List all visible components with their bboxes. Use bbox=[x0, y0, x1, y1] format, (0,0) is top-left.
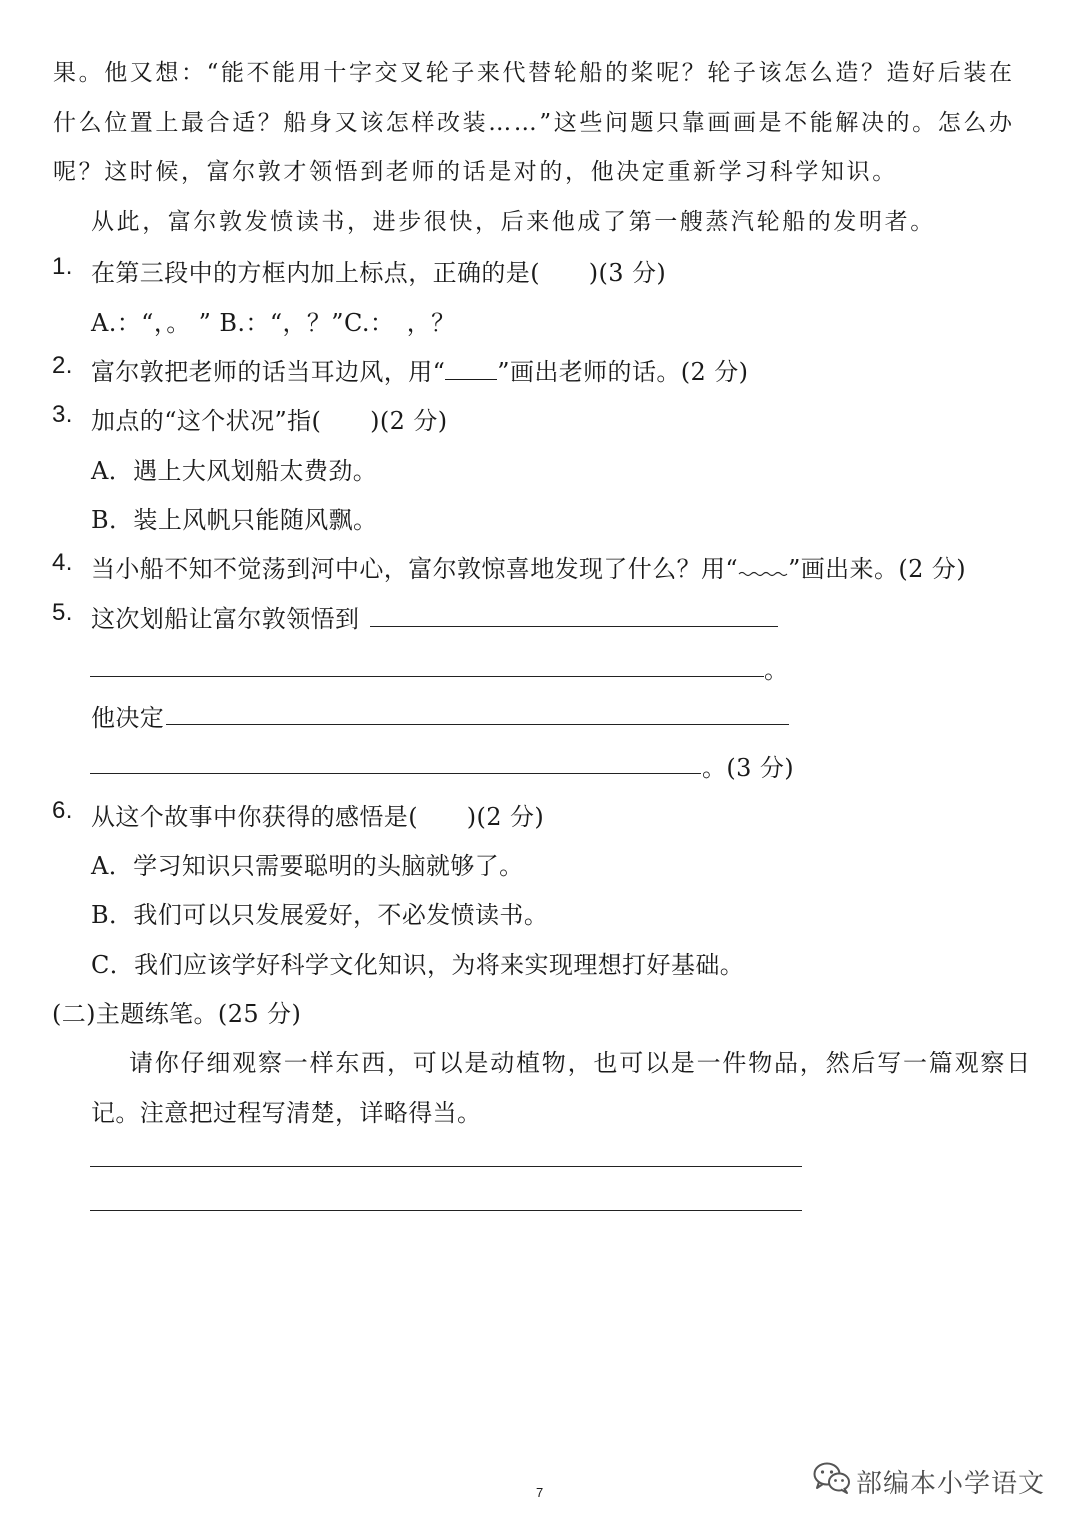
writing-prompt-line-2: 记。注意把过程写清楚，详略得当。 bbox=[91, 1099, 482, 1127]
q3-option-b: B．装上风帆只能随风飘。 bbox=[91, 506, 378, 534]
q4-number: 4. bbox=[52, 549, 73, 576]
q3-number: 3. bbox=[52, 401, 73, 428]
writing-prompt-line-1: 请你仔细观察一样东西，可以是动植物，也可以是一件物品，然后写一篇观察日 bbox=[129, 1049, 1032, 1077]
q5-answer-line-3[interactable] bbox=[166, 724, 789, 725]
q5-period-2: 。(3 分) bbox=[702, 754, 795, 782]
q1-text: 在第三段中的方框内加上标点，正确的是( )(3 分) bbox=[91, 259, 667, 287]
page-number: 7 bbox=[536, 1485, 544, 1500]
q1-options: A.：“，。 ” B.：“，？”C.： ，？ bbox=[91, 309, 456, 337]
q2-text-before: 富尔敦把老师的话当耳边风，用“ bbox=[91, 358, 446, 386]
q2-underline-blank bbox=[445, 359, 497, 380]
q5-answer-line-2[interactable] bbox=[90, 676, 764, 677]
passage-line-2: 什么位置上最合适？船身又该怎样改装……”这些问题只靠画画是不能解决的。怎么办 bbox=[53, 110, 1015, 136]
writing-answer-line-1[interactable] bbox=[90, 1166, 802, 1167]
q4-text-after: ”画出来。(2 分) bbox=[788, 555, 966, 583]
q3-text: 加点的“这个状况”指( )(2 分) bbox=[91, 407, 448, 435]
q5-number: 5. bbox=[52, 599, 73, 626]
watermark-text: 部编本小学语文 bbox=[856, 1469, 1046, 1499]
passage-line-4: 从此，富尔敦发愤读书，进步很快，后来他成了第一艘蒸汽轮船的发明者。 bbox=[91, 209, 936, 235]
q6-option-c: C．我们应该学好科学文化知识，为将来实现理想打好基础。 bbox=[91, 951, 745, 979]
q5-decide-label: 他决定 bbox=[91, 704, 165, 732]
q6-text: 从这个故事中你获得的感悟是( )(2 分) bbox=[91, 803, 545, 831]
q5-period-1: 。 bbox=[764, 656, 789, 684]
q4-line bbox=[91, 549, 966, 584]
passage-line-3: 呢？这时候，富尔敦才领悟到老师的话是对的，他决定重新学习科学知识。 bbox=[53, 159, 898, 185]
q5-answer-line-1[interactable] bbox=[370, 626, 778, 627]
wechat-icon bbox=[812, 1461, 852, 1495]
q3-option-a: A．遇上大风划船太费劲。 bbox=[91, 457, 378, 485]
q2-text-after: ”画出老师的话。(2 分) bbox=[497, 358, 749, 386]
passage-line-1: 果。他又想：“能不能用十字交叉轮子来代替轮船的桨呢？轮子该怎么造？造好后装在 bbox=[53, 60, 1015, 86]
writing-answer-line-2[interactable] bbox=[90, 1210, 802, 1211]
q4-wavy-blank bbox=[738, 557, 788, 577]
q5-text: 这次划船让富尔敦领悟到 bbox=[91, 605, 360, 633]
q1-number: 1. bbox=[52, 253, 73, 280]
q6-number: 6. bbox=[52, 797, 73, 824]
q5-answer-line-4[interactable] bbox=[90, 773, 701, 774]
q2-line bbox=[91, 352, 748, 387]
writing-heading: (二)主题练笔。(25 分) bbox=[52, 1000, 302, 1028]
q6-option-b: B．我们可以只发展爱好，不必发愤读书。 bbox=[91, 901, 549, 929]
q2-number: 2. bbox=[52, 352, 73, 379]
q4-text-before: 当小船不知不觉荡到河中心，富尔敦惊喜地发现了什么？用“ bbox=[91, 555, 739, 583]
q6-option-a: A．学习知识只需要聪明的头脑就够了。 bbox=[91, 852, 524, 880]
